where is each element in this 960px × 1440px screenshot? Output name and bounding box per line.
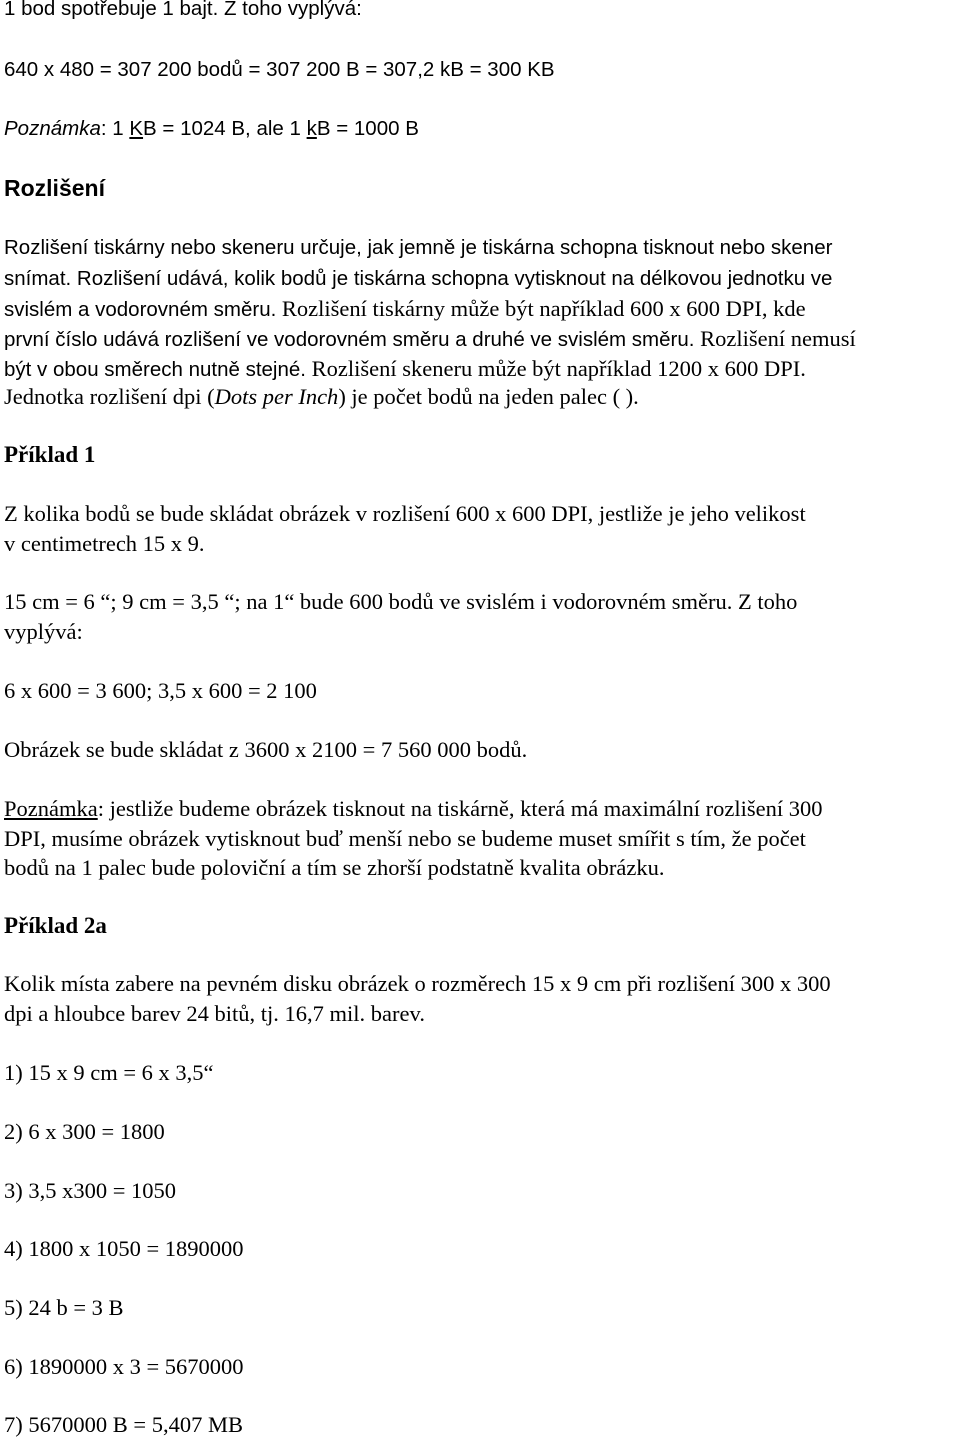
example-1-result: Obrázek se bude skládat z 3600 x 2100 = 7 560 000 bodů. [4,737,528,762]
note-2-line-2: DPI, musíme obrázek vytisknout buď menší nebo se budeme muset smířit s tím, že počet [4,826,806,851]
note-1-label: Poznámka [4,117,101,140]
note-2-line-3: bodů na 1 palec bude poloviční a tím se zhorší podstatně kvalita obrázku. [4,855,665,880]
step-item: 6) 1890000 x 3 = 5670000 [4,1354,244,1379]
step-item: 5) 24 b = 3 B [4,1295,124,1320]
step-item: 4) 1800 x 1050 = 1890000 [4,1236,244,1261]
example-1-answer-1: 15 cm = 6 “; 9 cm = 3,5 “; na 1“ bude 600 bodů ve svislém i vodorovném směru. Z toho [4,589,798,614]
example-1-title: Příklad 1 [4,442,96,467]
note-2-label: Poznámka [4,796,98,821]
step-item: 2) 6 x 300 = 1800 [4,1119,165,1144]
paragraph-line-2: snímat. Rozlišení udává, kolik bodů je tiskárna schopna vytisknout na délkovou jednotku ve [4,267,833,290]
paragraph-line-4: první číslo udává rozlišení ve vodorovném směru a druhé ve svislém směru. Rozlišení nemusí [4,326,856,351]
section-title: Rozlišení [4,175,105,201]
paragraph-line-5: být v obou směrech nutně stejné. Rozlišení skeneru může být například 1200 x 600 DPI. [4,356,806,381]
example-1-answer-2: vyplývá: [4,619,83,644]
intro-line-2: 640 x 480 = 307 200 bodů = 307 200 B = 307,2 kB = 300 KB [4,58,555,81]
note-1: Poznámka: 1 KB = 1024 B, ale 1 kB = 1000 B [4,117,419,140]
note-2-line-1: Poznámka: jestliže budeme obrázek tisknout na tiskárně, která má maximální rozlišení 300 [4,796,823,821]
paragraph-line-1: Rozlišení tiskárny nebo skeneru určuje, jak jemně je tiskárna schopna tisknout nebo skener [4,236,833,259]
example-2a-question-1: Kolik místa zabere na pevném disku obrázek o rozměrech 15 x 9 cm při rozlišení 300 x 300 [4,971,831,996]
example-1-question-1: Z kolika bodů se bude skládat obrázek v rozlišení 600 x 600 DPI, jestliže je jeho velikost [4,501,806,526]
example-2a-question-2: dpi a hloubce barev 24 bitů, tj. 16,7 mil. barev. [4,1001,425,1026]
intro-line-1: 1 bod spotřebuje 1 bajt. Z toho vyplývá: [4,0,362,20]
example-1-calculation: 6 x 600 = 3 600; 3,5 x 600 = 2 100 [4,678,317,703]
step-item: 7) 5670000 B = 5,407 MB [4,1412,243,1437]
step-item: 3) 3,5 x300 = 1050 [4,1178,177,1203]
paragraph-line-6: Jednotka rozlišení dpi (Dots per Inch) je počet bodů na jeden palec ( ). [4,384,639,409]
paragraph-line-3: svislém a vodorovném směru. Rozlišení tiskárny může být například 600 x 600 DPI, kde [4,296,806,321]
example-1-question-2: v centimetrech 15 x 9. [4,531,205,556]
example-2a-title: Příklad 2a [4,913,107,938]
step-item: 1) 15 x 9 cm = 6 x 3,5“ [4,1060,214,1085]
